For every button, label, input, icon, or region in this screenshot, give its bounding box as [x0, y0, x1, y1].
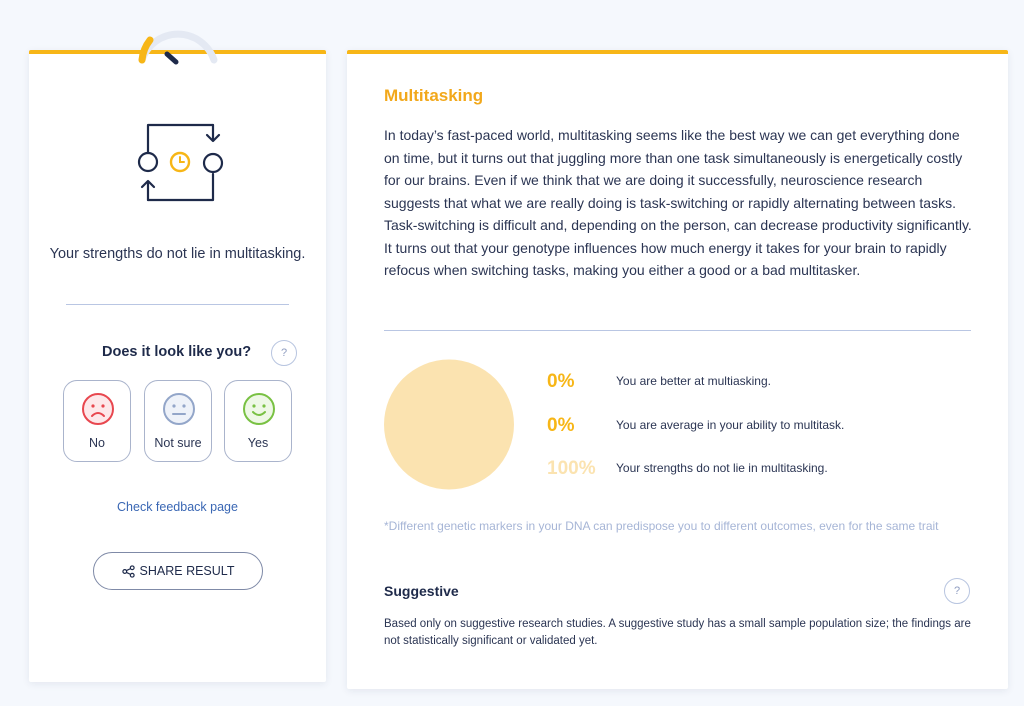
happy-face-icon [241, 391, 277, 427]
help-icon[interactable]: ? [271, 340, 297, 366]
share-result-label: SHARE RESULT [139, 564, 235, 578]
outcome-pie-chart [384, 359, 514, 490]
outcome-label: You are average in your ability to multitask. [616, 418, 845, 432]
neutral-face-icon [161, 391, 197, 427]
feedback-yes-label: Yes [247, 436, 269, 450]
outcome-label: You are better at multiasking. [616, 374, 771, 388]
result-text: Your strengths do not lie in multitasking. [49, 246, 306, 262]
outcome-percent: 0% [547, 371, 575, 392]
help-icon[interactable]: ? [944, 578, 970, 604]
trait-title: Multitasking [384, 86, 484, 105]
task-switching-icon [133, 120, 227, 210]
pie-slice-2 [384, 360, 514, 490]
feedback-yes-button[interactable] [224, 380, 292, 462]
feedback-question: Does it look like you? [102, 344, 252, 360]
outcome-label: Your strengths do not lie in multitasking. [616, 461, 828, 475]
evidence-level-title: Suggestive [384, 583, 459, 599]
feedback-no-button[interactable] [63, 380, 131, 462]
check-feedback-link[interactable]: Check feedback page [117, 500, 238, 514]
disclaimer-text: *Different genetic markers in your DNA can predispose you to different outcomes, even for the same trait [384, 519, 939, 533]
outcome-percent: 100% [547, 458, 596, 479]
share-result-button[interactable] [93, 552, 263, 590]
feedback-not-sure-label: Not sure [154, 436, 202, 450]
outcome-percent: 0% [547, 415, 575, 436]
divider [384, 330, 971, 331]
gauge-icon [128, 14, 228, 74]
feedback-no-label: No [89, 436, 105, 450]
divider [66, 304, 289, 305]
feedback-not-sure-button[interactable] [144, 380, 212, 462]
sad-face-icon [80, 391, 116, 427]
trait-description: In today’s fast-paced world, multitasking seems like the best way we can get everything done on time, but it turns out that juggling more than one task simultaneously is energetically costly for our brains. Even if we think that we are doing it successfully, neuroscience research suggests that what we are really doing is task-switching or rapidly alternating between tasks. Task-switching is difficult and, depending on the person, can decrease productivity significantly. It turns out that your genotype influences how much energy it takes for your brain to rapidly refocus when switching tasks, making you either a good or a bad multitasker. [384, 127, 972, 278]
evidence-level-text: Based only on suggestive research studies. A suggestive study has a small sample population size; the findings are not statistically significant or validated yet. [384, 618, 971, 647]
share-icon [122, 565, 135, 578]
